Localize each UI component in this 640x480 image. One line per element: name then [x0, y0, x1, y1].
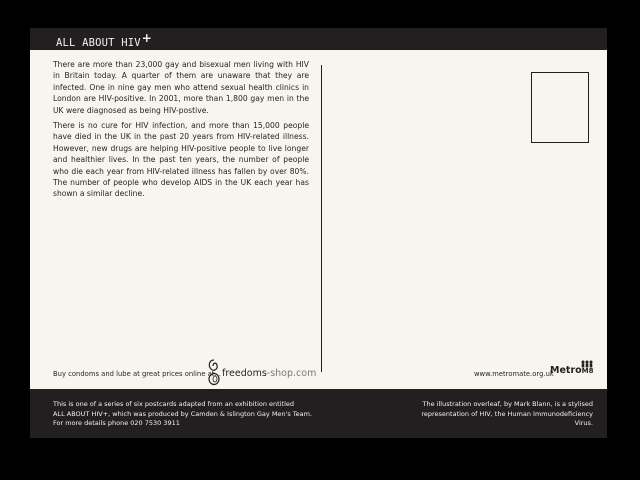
buy-condoms-text: Buy condoms and lube at great prices online at... — [53, 370, 221, 378]
plus-mark: + — [141, 31, 153, 45]
header-bar — [30, 28, 607, 50]
metromate-logo: MetroM8 — [550, 365, 594, 376]
paragraph-2: There is no cure for HIV infection, and more than 15,000 people have died in the UK in the past 20 years from HIV-related illness. However, new drugs are helping HIV-positive people to live longer and healthier lives. In the past ten years, the number of people who die each year from HIV-related illness has fallen by over 80%. The number of people who develop AIDS in the UK each year has shown a similar decline. — [53, 121, 309, 199]
paragraph-1: There are more than 23,000 gay and bisexual men living with HIV in Britain today. A quarter of them are unaware that they are infected. One in nine gay men who attend sexual health clinics in London are HIV-positive. In 2001, more than 1,800 gay men in the UK were diagnosed as being HIV-postive. — [53, 60, 309, 115]
postcard — [30, 28, 607, 438]
bottom-bar — [30, 389, 607, 438]
people-icon — [580, 360, 594, 368]
shop-url[interactable]: freedoms-shop.com — [222, 368, 317, 379]
freedoms-shop-logo-icon — [206, 358, 222, 386]
address-divider — [321, 65, 322, 372]
website-link[interactable]: www.metromate.org.uk — [474, 370, 554, 378]
card-title: ALL ABOUT HIV+ — [56, 31, 153, 49]
body-text — [53, 59, 309, 204]
illustration-credit: The illustration overleaf, by Mark Blann, is a stylised representation of HIV, the Human Immunodeficiency Virus. — [421, 400, 593, 427]
exhibition-info: This is one of a series of six postcards adapted from an exhibition entitled ALL ABOUT HIV+, which was produced by Camden & Islington Gay Men's Team. For more details phone 020 7530 3911 — [53, 400, 313, 427]
stamp-box — [531, 72, 589, 143]
